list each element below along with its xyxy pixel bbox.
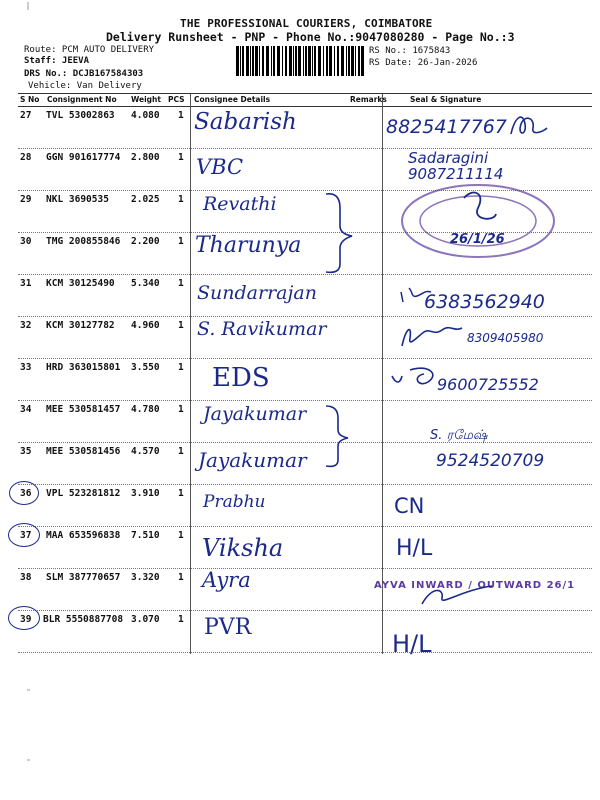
consignee-col-rule xyxy=(190,94,191,654)
rs-number: RS No.: 1675843 xyxy=(369,46,451,56)
table-header-rule xyxy=(18,106,592,107)
signature-27 xyxy=(505,110,550,140)
hand-consignee-39: PVR xyxy=(204,615,252,640)
drs-number: DRS No.: DCJB167584303 xyxy=(24,69,144,79)
company-title: THE PROFESSIONAL COURIERS, COIMBATORE xyxy=(180,17,433,30)
margin-marks xyxy=(24,0,34,800)
signature-32 xyxy=(398,318,468,354)
row-35-sno: 35 xyxy=(20,446,32,457)
hand-seal-31: 6383562940 xyxy=(424,291,545,313)
hand-seal-30: 26/1/26 xyxy=(450,232,505,247)
row-separator xyxy=(18,316,592,317)
hand-seal-35: 9524520709 xyxy=(436,451,545,471)
row-28-pcs: 1 xyxy=(178,152,184,163)
row-27-pcs: 1 xyxy=(178,110,184,121)
hand-consignee-37: Viksha xyxy=(202,534,284,562)
row-33-sno: 33 xyxy=(20,362,32,373)
staff-label: Staff: JEEVA xyxy=(24,56,90,66)
row-separator xyxy=(18,484,592,485)
hand-consignee-31: Sundarrajan xyxy=(197,282,317,304)
row-35-consignment: MEE 530581456 xyxy=(46,446,121,457)
row-33-consignment: HRD 363015801 xyxy=(46,362,121,373)
hand-seal-33: 9600725552 xyxy=(437,375,539,394)
hand-consignee-32: S. Ravikumar xyxy=(197,318,327,340)
col-pcs: PCS xyxy=(168,95,185,104)
row-34-weight: 4.780 xyxy=(131,404,160,415)
hand-seal-34: S. ரமேஷ் xyxy=(430,428,488,443)
hand-consignee-29: Revathi xyxy=(203,193,277,215)
route-label: Route: PCM AUTO DELIVERY xyxy=(24,45,155,55)
row-30-weight: 2.200 xyxy=(131,236,160,247)
row-30-sno: 30 xyxy=(20,236,32,247)
row-32-sno: 32 xyxy=(20,320,32,331)
hand-seal-28: Sadaragini 9087211114 xyxy=(408,149,504,183)
hand-consignee-30: Tharunya xyxy=(195,233,302,258)
row-27-consignment: TVL 53002863 xyxy=(46,110,115,121)
row-39-sno: 39 xyxy=(20,614,32,625)
row-separator xyxy=(18,652,592,653)
row-27-sno: 27 xyxy=(20,110,32,121)
row-32-consignment: KCM 30127782 xyxy=(46,320,115,331)
barcode-image xyxy=(236,46,364,76)
row-33-weight: 3.550 xyxy=(131,362,160,373)
hand-consignee-36: Prabhu xyxy=(203,492,266,512)
row-separator xyxy=(18,610,592,611)
row-38-weight: 3.320 xyxy=(131,572,160,583)
row-31-weight: 5.340 xyxy=(131,278,160,289)
hand-consignee-28: VBC xyxy=(196,155,244,179)
row-31-consignment: KCM 30125490 xyxy=(46,278,115,289)
hand-consignee-35: Jayakumar xyxy=(198,448,307,472)
hand-consignee-38: Ayra xyxy=(202,568,251,592)
hand-seal-36: CN xyxy=(394,494,425,518)
row-27-weight: 4.080 xyxy=(131,110,160,121)
signature-31 xyxy=(395,282,435,306)
row-36-weight: 3.910 xyxy=(131,488,160,499)
hand-seal-39: H/L xyxy=(392,630,432,658)
col-sno: S No xyxy=(20,95,40,104)
row-separator xyxy=(18,568,592,569)
row-28-consignment: GGN 901617774 xyxy=(46,152,121,163)
row-separator xyxy=(18,442,592,443)
hand-seal-37: H/L xyxy=(396,536,433,561)
row-36-consignment: VPL 523281812 xyxy=(46,488,121,499)
row-33-pcs: 1 xyxy=(178,362,184,373)
col-consignment: Consignment No xyxy=(47,95,117,104)
row-37-consignment: MAA 653596838 xyxy=(46,530,121,541)
row-39-pcs: 1 xyxy=(178,614,184,625)
col-seal: Seal & Signature xyxy=(410,95,482,104)
table-header xyxy=(18,94,592,106)
runsheet-subtitle: Delivery Runsheet - PNP - Phone No.:9047080280 - Page No.:3 xyxy=(106,30,515,44)
hand-consignee-27: Sabarish xyxy=(194,109,297,135)
row-34-pcs: 1 xyxy=(178,404,184,415)
row-30-pcs: 1 xyxy=(178,236,184,247)
row-separator xyxy=(18,274,592,275)
row-36-pcs: 1 xyxy=(178,488,184,499)
row-29-sno: 29 xyxy=(20,194,32,205)
row-32-pcs: 1 xyxy=(178,320,184,331)
seal-col-rule xyxy=(382,94,383,654)
row-39-consignment: BLR 5550887708 xyxy=(43,614,124,625)
row-34-consignment: MEE 530581457 xyxy=(46,404,121,415)
row-separator xyxy=(18,358,592,359)
row-29-consignment: NKL 3690535 xyxy=(46,194,109,205)
row-separator xyxy=(18,148,592,149)
signature-38 xyxy=(418,582,498,608)
row-29-weight: 2.025 xyxy=(131,194,160,205)
row-37-weight: 7.510 xyxy=(131,530,160,541)
row-35-pcs: 1 xyxy=(178,446,184,457)
row-29-pcs: 1 xyxy=(178,194,184,205)
row-35-weight: 4.570 xyxy=(131,446,160,457)
row-30-consignment: TMG 200855846 xyxy=(46,236,121,247)
row-separator xyxy=(18,400,592,401)
row-38-pcs: 1 xyxy=(178,572,184,583)
bracket-mark-29-30 xyxy=(322,188,362,278)
row-separator xyxy=(18,526,592,527)
table-top-rule xyxy=(18,93,592,94)
hand-consignee-34: Jayakumar xyxy=(203,403,307,425)
row-28-sno: 28 xyxy=(20,152,32,163)
bracket-mark-34-35 xyxy=(322,402,362,472)
row-34-sno: 34 xyxy=(20,404,32,415)
col-consignee: Consignee Details xyxy=(194,95,271,104)
col-weight: Weight xyxy=(131,95,161,104)
row-36-sno: 36 xyxy=(20,488,32,499)
row-39-weight: 3.070 xyxy=(131,614,160,625)
row-37-sno: 37 xyxy=(20,530,32,541)
row-31-sno: 31 xyxy=(20,278,32,289)
col-remarks: Remarks xyxy=(350,95,387,104)
row-28-weight: 2.800 xyxy=(131,152,160,163)
rs-date: RS Date: 26-Jan-2026 xyxy=(369,58,478,68)
hand-seal-27: 8825417767 xyxy=(386,116,507,138)
inward-outward-stamp: AYVA INWARD / OUTWARD 26/1 xyxy=(374,580,576,591)
vehicle-label: Vehicle: Van Delivery xyxy=(28,81,142,91)
row-38-sno: 38 xyxy=(20,572,32,583)
round-seal-stamp xyxy=(398,180,558,262)
row-31-pcs: 1 xyxy=(178,278,184,289)
row-37-pcs: 1 xyxy=(178,530,184,541)
row-38-consignment: SLM 387770657 xyxy=(46,572,121,583)
hand-consignee-33: EDS xyxy=(212,363,270,393)
hand-seal-32: 8309405980 xyxy=(467,331,544,345)
row-32-weight: 4.960 xyxy=(131,320,160,331)
